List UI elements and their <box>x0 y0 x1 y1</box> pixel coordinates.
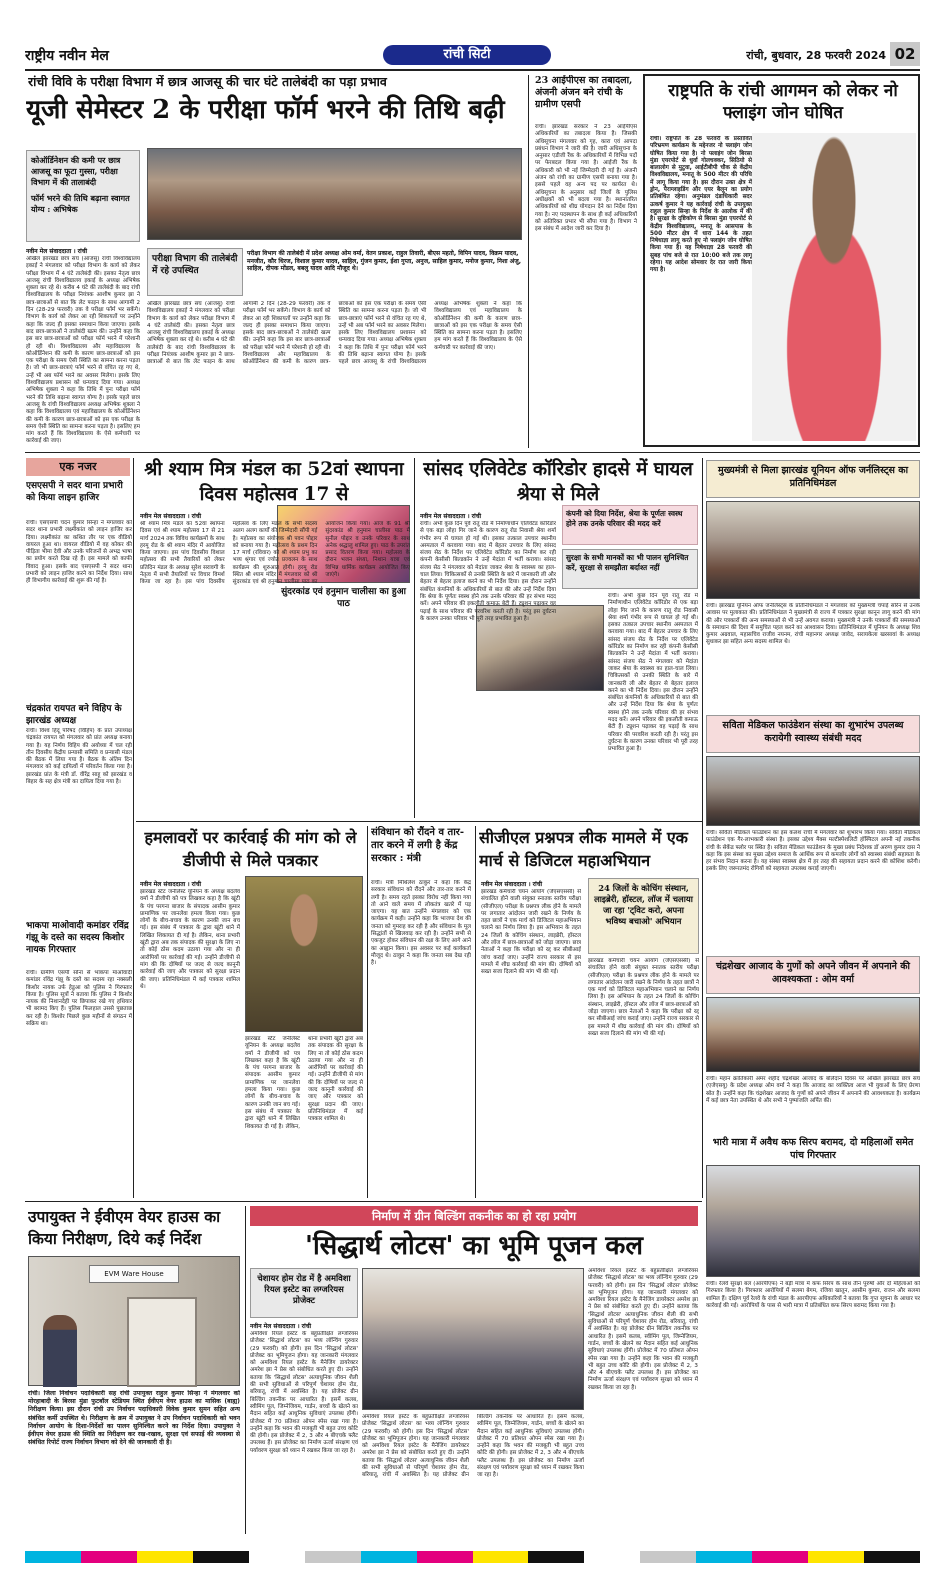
union-body: रांची। झारखंड यूनियन ऑफ जर्नलिस्ट्स के प्रतिनिधिमंडल ने मंगलवार को मुख्यमंत्री चंपाई सोरेन से उनके आवास पर मुलाकात की। प्रतिनिधिमंडल ने मुख्यमंत्री से राज्य में पत्रकार सुरक्षा कानून लागू करने की मांग की और पत्रकारों की अन्य समस्याओं से भी उन्हें अवगत कराया। मुख्यमंत्री ने उनके पत्रकारों की समस्याओं के समाधान की दिशा में समुचित पहल करने का आश्वासन दिया। प्रतिनिधिमंडल में यूनियन के अध्यक्ष शिव कुमार अग्रवाल, महासचिव राजीव नयनम, रांची महानगर अध्यक्ष जावेद, सरायकेला खरसावां के अध्यक्ष सुधाकर झा सहित अन्य सदस्य शामिल थे। <box>706 603 920 646</box>
ek-nazar-item-3-body: रांची। ग्रामीण एसपी सोना से भाकपा माओवादी कमांडर रविंद्र गंझू के दस्ते का सदस्य रहा नक्सली किशोर नायक उर्फ हेडुआ को पुलिस ने गिरफ्तार किया है। पुलिस सूत्रों ने बताया कि पुलिस ने किशोर नायक की निशानदेही पर छिपाकर रखे गए हथियार भी बरामद किए हैं। पुलिस फिलहाल उससे पूछताछ कर रही है। किशोर पिछले कुछ महीनों से संगठन में सक्रिय था। <box>26 970 132 1028</box>
samvidhan-body: रांची। मंत्री मिथिलेश ठाकुर ने कहा कि केंद्र सरकार संविधान को रौंदने और तार-तार करने में लगी है। समय रहते इसका विरोध नहीं किया गया तो आने वाले समय में लोकतंत्र खतरे में पड़ जाएगा। यह बात उन्होंने मंगलवार को एक कार्यक्रम में कही। उन्होंने कहा कि भाजपा देश की जनता को गुमराह कर रही है और संविधान के मूल सिद्धांतों से खिलवाड़ कर रही है। उन्होंने सभी से एकजुट होकर संविधान की रक्षा के लिए आगे आने का आह्वान किया। इस अवसर पर कई कार्यकर्ता मौजूद थे। ठाकुर ने कहा कि जनता सब देख रही है। <box>371 880 471 967</box>
cgl-body-col1: झारखंड कर्मचारी चयन आयोग (जेएसएससी) से संचालित होने वाली संयुक्त स्नातक स्तरीय परीक्षा (सीजीएल) परीक्षा के प्रश्नपत्र लीक होने के मामले पर लगातार आंदोलन जारी रखने के निर्णय के तहत छात्रों ने एक मार्च को डिजिटल महाअभियान चलाने का निर्णय लिया है। इस अभियान के तहत 24 जिलों के कोचिंग संस्थान, लाइब्रेरी, हॉस्टल और लॉज में छात्र-छात्राओं को जोड़ा जाएगा। छात्र नेताओं ने कहा कि परीक्षा को रद्द कर सीबीआई जांच कराई जाए। उन्होंने राज्य सरकार से इस मामले में शीघ्र कार्रवाई की मांग की। दोषियों को सख्त सजा दिलाने की मांग भी की गई। <box>481 889 581 976</box>
section-label: रांची सिटी <box>383 45 551 65</box>
president-body: रांची। राष्ट्रपति के 28 फरवरी के प्रस्तावित परिभ्रमण कार्यक्रम के मद्देनजर नो फ्लाइंग जोन घोषित किया गया है। नो फ्लाइंग जोन बिरसा मुंडा एयरपोर्ट से धुर्वा गोलचक्कर, सिठियो से बालालोग से मुटुवा, आईटीबीपी चौक से केंद्रीय विश्वविद्यालय, मनातू के 500 मीटर की परिधि में लागू किया गया है। इस दौरान उक्त क्षेत्र में ड्रोन, पैराग्लाइडिंग और एयर बैलून का प्रयोग प्रतिबंधित रहेगा। अनुमंडल दंडाधिकारी सदर उत्कर्ष कुमार ने यह कार्रवाई रांची के उपायुक्त राहुल कुमार सिन्हा के निर्देश के आलोक में की है। सुरक्षा के दृष्टिकोण से बिरसा मुंडा एयरपोर्ट से केंद्रीय विश्वविद्यालय, मनातू के आसपास के 500 मीटर क्षेत्र में धारा 144 के तहत निषेधाज्ञा लागू करते हुए नो फ्लाइंग जोन घोषित किया गया है। यह निषेधाज्ञा 28 फरवरी की सुबह पांच बजे से रात 10:00 बजे तक लागू रहेगा। यह आदेश सोमवार देर रात जारी किया गया है। <box>650 136 752 274</box>
cgl-headline: सीजीएल प्रश्नपत्र लीक मामले में एक मार्च से डिजिटल महाअभियान <box>479 828 688 870</box>
ek-nazar-label: एक नजर <box>26 458 130 476</box>
chandrashekhar-photo <box>706 997 920 1072</box>
lead-photo-caption: परीक्षा विभाग की तालेबंदी में प्रदेश अध्यक्ष ओम वर्मा, वेतन प्रकाश, राहुल तिवारी, बीएस महतो, विपिन यादव, विक्रम यादव, मनजीत, कौर धिरज, विशाल कुमार यादव, साहिल, गुंजन कुमार, ईशा गुप्ता, अनुज, साहिल कुमार, मनोज कुमार, निशा अंजु, साहिल, दीपक मोंडल, बबलु यादव आदि मौजूद थे। <box>247 250 521 273</box>
ek-nazar-item-3-headline: भाकपा माओवादी कमांडर रविंद्र गंझू के दस्ते का सदस्य किशोर नायक गिरफ्तार <box>26 921 129 955</box>
masthead <box>25 42 920 68</box>
sansad-body-col1: रांची। अभी कुछ दिन पूर्व रातू रोड में निर्माणाधीन एलिवेटेड कॉरिडोर से एक बड़ा लोहा गिर जाने के कारण रातू रोड निवासी श्रेया शर्मा गंभीर रूप से घायल हो गई थी। इसका तत्काल उपचार स्थानीय अस्पताल में करवाया गया। बाद में बेहतर उपचार के लिए सांसद संजय सेठ के निर्देश पर एलिवेटेड कॉरिडोर का निर्माण कर रही कंपनी केसीसी बिल्डकॉन ने उन्हें मेदांता में भर्ती कराया। सांसद संजय सेठ ने मंगलवार को मेदांता जाकर श्रेया के स्वास्थ्य का हाल-चाल लिया। चिकित्सकों से उनकी स्थिति के बारे में जानकारी ली और बेहतर से बेहतर इलाज करने का भी निर्देश दिया। इस दौरान उन्होंने संबंधित कंपनियों के अधिकारियों से बात की और उन्हें निर्देश दिया कि श्रेया के पूर्णतः स्वस्थ होने तक उनके परिवार की हर संभव मदद करें। अपने परिवार की इकलौती कमाऊ बेटी हैं। ट्यूशन पढ़ाकर वह पढ़ाई के साथ परिवार की परवरिश करती रही है। परंतु इस दुर्घटना के कारण उनका परिवार भी पूरी तरह प्रभावित हुआ है। <box>420 521 556 622</box>
lead-body-col1: अखिल झारखंड छात्र संघ (आजसू) रांची विश्वविद्यालय इकाई ने मंगलवार को परीक्षा विभाग के कार्य को लेकर परीक्षा विभाग में 4 घंटे तालेबंदी की। इसका नेतृत्व छात्र आजसू रांची विश्वविद्यालय इकाई के अध्यक्ष अभिषेक शुक्ला कर रहे थे। करीब 4 घंटे की तालेबंदी के बाद रांची विश्वविद्यालय के परीक्षा नियंत्रक आशीष कुमार झा ने छात्र-छात्राओं से बात कि लेट फाइन के साथ आगामी 2 दिन (28-29 फरवरी) तक वे परीक्षा फॉर्म भर सकेंगे। विभाग के कार्य को लेकर आ रही शिकायतों पर उन्होंने कहा कि जल्द ही इसका समाधान किया जाएगा। इसके बाद छात्र-छात्राओं ने तालेबंदी खत्म की। उन्होंने कहा कि इस बार छात्र-छात्राओं को परीक्षा फॉर्म भरने में परेशानी हो रही थी। विश्वविद्यालय और महाविद्यालय के कोऑर्डिनेशन की कमी के कारण छात्र-छात्राओं को इस एक परीक्षा के समय ऐसी स्थिति का सामना करना पड़ता है। जो भी छात्र-छात्राएं फॉर्म भरने से वंचित रह गए थे, उन्हें भी अब फॉर्म भरने का अवसर मिलेगा। इसके लिए विश्वविद्यालय प्रशासन को धन्यवाद दिया गया। अध्यक्ष अभिषेक शुक्ला ने कहा कि तिथि में पुनः परीक्षा फॉर्म भरने की तिथि बढ़ाना स्वागत योग्य है। इसके पहले छात्र आजसू के रांची विश्वविद्यालय अध्यक्ष अभिषेक शुक्ला ने कहा कि विश्वविद्यालय एवं महाविद्यालय के कोऑर्डिनेशन की कमी के कारण छात्र-छात्राओं को इस एक परीक्षा के समय ऐसी स्थिति का सामना करना पड़ता है। इसलिए हम मांग करते हैं कि विश्वविद्यालय के ऐसे कर्मचारी पर कार्रवाई की जाए। <box>26 256 140 445</box>
samvidhan-headline: संविधान को रौंदने व तार-तार करने में लगी है केंद्र सरकार : मंत्री <box>371 827 465 864</box>
evm-photo-person <box>43 1315 77 1387</box>
shyam-byline: नवीन मेल संवाददाता । रांची <box>140 513 202 520</box>
lotus-kicker: निर्माण में ग्रीन बिल्डिंग तकनीक का हो रहा प्रयोग <box>250 1206 698 1226</box>
evm-photo <box>28 1256 240 1386</box>
ek-nazar-item-2-body: रांची। विश्व हिंदू परिषद (विहिप) के प्रांत उपाध्यक्ष चंद्रकांत रायपत को मंगलवार को प्रांत अध्यक्ष बनाया गया है। यह निर्णय विहिप की अयोध्या में चल रही तीन दिवसीय केंद्रीय प्रन्यासी समिति व प्रन्यासी मंडल की बैठक में लिया गया है। बैठक के अंतिम दिन मंगलवार को कई दायित्वों में परिवर्तन किया गया है। झारखंड प्रांत के मंत्री डॉ. वीरेंद्र साहू को झारखंड व बिहार के सह क्षेत्र मंत्री का दायित्व दिया गया है। <box>26 728 132 786</box>
shyam-body: श्री श्याम मित्र मंडल का 52वां स्थापना दिवस एवं श्री श्याम महोत्सव 17 से 21 मार्च 2024 तक विविध कार्यक्रमों के साथ हरमू रोड के श्री श्याम मंदिर में आयोजित किया जाएगा। इस पांच दिवसीय विशाल महोत्सव की सभी तैयारियों को लेकर प्रतिदिन मंडल के अध्यक्ष सुरेश सरावगी के नेतृत्व में सभी तैयारियों पर विचार विमर्श किया जा रहा है। इस पांच दिवसीय महोत्सव के लिए मंडल के सभी सदस्य अलग अलग कार्यों की जिम्मेदारी सौंपी गई है। महोत्सव का संयोजक श्री पवन पोद्दार को बनाया गया है। महोत्सव के प्रथम दिन 17 मार्च (रविवार) को श्री श्याम प्रभु का भव्य श्रृंगार एवं ज्योत प्रज्वलन के साथ कार्यक्रम की शुरुआत होगी। हरमू रोड स्थित श्री श्याम मंदिर में मंगलवार को श्री सुंदरकांड एवं श्री हनुमान चालीसा पाठ का आयोजन किया गया। आज के 91 श्री सुंदरकांड श्री हनुमान चालीसा पाठ में सुनील पोद्दार व उनके परिवार के साथ अनेक श्रद्धालु शामिल हुए। पाठ के उपरांत प्रसाद वितरण किया गया। महोत्सव के दौरान भजन संध्या, निशान यात्रा एवं विभिन्न धार्मिक कार्यक्रम आयोजित किए जाएंगे। <box>140 521 410 586</box>
lotus-body-col4: अमविशा रियल इस्टेट के बहुप्रतीक्षित लग्जरियस प्रोजेक्ट 'सिद्धार्थ लोटस' का भव्य लॉन्चिंग गुरुवार (29 फरवरी) को होगी। इस दिन 'सिद्धार्थ लोटस' प्रोजेक्ट का भूमिपूजन होगा। यह जानकारी मंगलवार को अमविशा रियल इस्टेट के मैनेजिंग डायरेक्टर अमरेश झा ने प्रेस को संबोधित करते हुए दी। उन्होंने बताया कि 'सिद्धार्थ लोटस' अत्याधुनिक जीवन शैली की सभी सुविधाओं से परिपूर्ण चेशायर होम रोड, बरियातू, रांची में अवस्थित है। यह प्रोजेक्ट ग्रीन बिल्डिंग तकनीक पर आधारित है। इसमें कलब, स्वीमिंग पूल, जिम्नेजियम, गार्डन, बच्चों के खेलने का मैदान सहित कई आधुनिक सुविधाएं उपलब्ध होंगी। प्रोजेक्ट में 70 प्रतिशत ओपन स्पेस रखा गया है। उन्होंने कहा कि भवन की मजबूती भी बहुत उच्च कोटि की होगी। इस प्रोजेक्ट में 2, 3 और 4 बीएचके फ्लैट उपलब्ध हैं। इस प्रोजेक्ट का निर्माण ऊर्जा संरक्षण एवं पर्यावरण सुरक्षा को ध्यान में रखकर किया जा रहा है। <box>588 1268 698 1391</box>
lotus-headline: 'सिद्धार्थ लोटस' का भूमि पूजन कल <box>304 1231 643 1261</box>
chandrashekhar-header: चंद्रशेखर आजाद के गुणों को अपने जीवन में अपनाने की आवश्यकता : ओम वर्मा <box>706 956 920 994</box>
page-number: 02 <box>890 42 920 66</box>
ips-body: रांची। झारखंड सरकार ने 23 आईपीएस अधिकारियों का तबादला किया है। जिसकी अधिसूचना मंगलवार को गृह, कारा एवं आपदा प्रबंधन विभाग ने जारी की है। जारी अधिसूचना के अनुसार एडीजी रैंक के अधिकारियों में विभिन्न पदों पर फेरबदल किया गया है। आईजी रैंक के अधिकारी को भी नई जिम्मेदारी दी गई है। अंजनी अंजन को रांची का ग्रामीण एसपी बनाया गया है। इससे पहले वह अन्य पद पर कार्यरत थे। अधिसूचना के अनुसार कई जिलों के पुलिस अधीक्षकों को भी बदला गया है। स्थानांतरित अधिकारियों को शीघ्र योगदान देने का निर्देश दिया गया है। नए पदस्थापन के साथ ही कई अधिकारियों को अतिरिक्त प्रभार भी सौंपा गया है। विभाग ने इस संबंध में आदेश जारी कर दिया है। <box>535 124 637 233</box>
sansad-byline: नवीन मेल संवाददाता । रांची <box>420 513 482 520</box>
lotus-body-cols: अमविशा रियल इस्टेट के बहुप्रतीक्षित लग्जरियस प्रोजेक्ट 'सिद्धार्थ लोटस' का भव्य लॉन्चिंग गुरुवार (29 फरवरी) को होगी। इस दिन 'सिद्धार्थ लोटस' प्रोजेक्ट का भूमिपूजन होगा। यह जानकारी मंगलवार को अमविशा रियल इस्टेट के मैनेजिंग डायरेक्टर अमरेश झा ने प्रेस को संबोधित करते हुए दी। उन्होंने बताया कि 'सिद्धार्थ लोटस' अत्याधुनिक जीवन शैली की सभी सुविधाओं से परिपूर्ण चेशायर होम रोड, बरियातू, रांची में अवस्थित है। यह प्रोजेक्ट ग्रीन बिल्डिंग तकनीक पर आधारित है। इसमें कलब, स्वीमिंग पूल, जिम्नेजियम, गार्डन, बच्चों के खेलने का मैदान सहित कई आधुनिक सुविधाएं उपलब्ध होंगी। प्रोजेक्ट में 70 प्रतिशत ओपन स्पेस रखा गया है। उन्होंने कहा कि भवन की मजबूती भी बहुत उच्च कोटि की होगी। इस प्रोजेक्ट में 2, 3 और 4 बीएचके फ्लैट उपलब्ध हैं। इस प्रोजेक्ट का निर्माण ऊर्जा संरक्षण एवं पर्यावरण सुरक्षा को ध्यान में रखकर किया जा रहा है। <box>362 1414 584 1479</box>
hamla-byline: नवीन मेल संवाददाता । रांची <box>140 881 202 888</box>
evm-body: रांची। जिला निर्वाचन पदाधिकारी सह रांची उपायुक्त राहुल कुमार सिन्हा ने मंगलवार को मोरहाबादी के बिरसा मुंडा फुटबॉल स्टेडियम स्थित ईवीएम वेयर हाउस का मासिक (बाह्य) निरीक्षण किया। इस दौरान रांची उप निर्वाचन पदाधिकारी विवेक कुमार सुमन सहित अन्य संबंधित कर्मी उपस्थित थे। निरीक्षण के क्रम में उपायुक्त ने उप निर्वाचन पदाधिकारी को भवन निर्वाचन आयोग के दिशा-निर्देशों का पालन सुनिश्चित करने का निर्देश दिया। उपायुक्त ने ईवीएम वेयर हाउस की स्थिति का निरीक्षण कर रख-रखाव, सुरक्षा एवं सफाई की व्यवस्था से संबंधित रिपोर्ट राज्य निर्वाचन विभाग को देने की जानकारी दी है। <box>28 1390 240 1447</box>
cgl-byline: नवीन मेल संवाददाता । रांची <box>481 881 543 888</box>
hamla-body-col1: झारखंड स्टेट जर्नलिस्ट यूनियन के अध्यक्ष बदलेव वर्मा ने डीजीपी को पत्र लिखकर कहा है कि खूंटी के पंच परगना बाजार के संपादक आसीम कुमार प्रामाणिक पर जानलेवा हमला किया गया। कुछ लोगों के बीच-बचाव के कारण उनकी जान बच गई। इस संबंध में पत्रकार के द्वारा खूंटी थाने में लिखित शिकायत दी गई है। लेकिन, थाना प्रभारी खूंटी द्वारा अब तक संपादक की सुरक्षा के लिए ना तो कोई ठोस कदम उठाया गया और ना ही आरोपियों पर कार्रवाई की गई। उन्होंने डीजीपी से मांग की कि दोषियों पर जल्द से जल्द कानूनी कार्रवाई की जाए और पत्रकार को सुरक्षा प्रदान की जाए। प्रतिनिधिमंडल में कई पत्रकार शामिल थे। <box>140 889 240 990</box>
evm-headline: उपायुक्त ने ईवीएम वेयर हाउस का किया निरीक्षण, दिये कई निर्देश <box>28 1207 221 1248</box>
cgl-body-col2: झारखंड कर्मचारी चयन आयोग (जेएसएससी) से संचालित होने वाली संयुक्त स्नातक स्तरीय परीक्षा (सीजीएल) परीक्षा के प्रश्नपत्र लीक होने के मामले पर लगातार आंदोलन जारी रखने के निर्णय के तहत छात्रों ने एक मार्च को डिजिटल महाअभियान चलाने का निर्णय लिया है। इस अभियान के तहत 24 जिलों के कोचिंग संस्थान, लाइब्रेरी, हॉस्टल और लॉज में छात्र-छात्राओं को जोड़ा जाएगा। छात्र नेताओं ने कहा कि परीक्षा को रद्द कर सीबीआई जांच कराई जाए। उन्होंने राज्य सरकार से इस मामले में शीघ्र कार्रवाई की मांग की। दोषियों को सख्त सजा दिलाने की मांग भी की गई। <box>588 958 699 1037</box>
savita-photo <box>706 756 920 826</box>
lead-body: अखिल झारखंड छात्र संघ (आजसू) रांची विश्वविद्यालय इकाई ने मंगलवार को परीक्षा विभाग के कार्य को लेकर परीक्षा विभाग में 4 घंटे तालेबंदी की। इसका नेतृत्व छात्र आजसू रांची विश्वविद्यालय इकाई के अध्यक्ष अभिषेक शुक्ला कर रहे थे। करीब 4 घंटे की तालेबंदी के बाद रांची विश्वविद्यालय के परीक्षा नियंत्रक आशीष कुमार झा ने छात्र-छात्राओं से बात कि लेट फाइन के साथ आगामी 2 दिन (28-29 फरवरी) तक वे परीक्षा फॉर्म भर सकेंगे। विभाग के कार्य को लेकर आ रही शिकायतों पर उन्होंने कहा कि जल्द ही इसका समाधान किया जाएगा। इसके बाद छात्र-छात्राओं ने तालेबंदी खत्म की। उन्होंने कहा कि इस बार छात्र-छात्राओं को परीक्षा फॉर्म भरने में परेशानी हो रही थी। विश्वविद्यालय और महाविद्यालय के कोऑर्डिनेशन की कमी के कारण छात्र-छात्राओं को इस एक परीक्षा के समय ऐसी स्थिति का सामना करना पड़ता है। जो भी छात्र-छात्राएं फॉर्म भरने से वंचित रह गए थे, उन्हें भी अब फॉर्म भरने का अवसर मिलेगा। इसके लिए विश्वविद्यालय प्रशासन को धन्यवाद दिया गया। अध्यक्ष अभिषेक शुक्ला ने कहा कि तिथि में पुनः परीक्षा फॉर्म भरने की तिथि बढ़ाना स्वागत योग्य है। इसके पहले छात्र आजसू के रांची विश्वविद्यालय अध्यक्ष अभिषेक शुक्ला ने कहा कि विश्वविद्यालय एवं महाविद्यालय के कोऑर्डिनेशन की कमी के कारण छात्र-छात्राओं को इस एक परीक्षा के समय ऐसी स्थिति का सामना करना पड़ता है। इसलिए हम मांग करते हैं कि विश्वविद्यालय के ऐसे कर्मचारी पर कार्रवाई की जाए। <box>147 301 522 366</box>
sansad-box-1: कंपनी को दिया निर्देश, श्रेया के पूर्णतः स्वस्थ होने तक उनके परिवार की मदद करें <box>562 505 698 545</box>
paper-name: राष्ट्रीय नवीन मेल <box>25 48 109 64</box>
savita-body: रांची। सविता मेडिकल फाउंडेशन का इस कलश रांची में मंगलवार को शुभारंभ किया गया। सविता मेडिकल फाउंडेशन एक गैर-लाभकारी संस्था है। इसका उद्देश्य मैक्स मल्टीस्पेशलिटी हॉस्पिटल अपनी नई तकनीक रांची के सेकेंड फ्लोर पर स्थित है। सविता मेडिकल फाउंडेशन के मुख्य प्रबंध निदेशक डॉ अरुण कुमार दास ने कहा कि इस संस्था का मुख्य उद्देश्य समाज के आर्थिक रूप से कमजोर लोगों को स्वास्थ्य संबंधी सहायता के हर संभव निदान करना है। यह संस्था स्वास्थ्य क्षेत्र में हर तरह की सहायता प्रदान करने की कोशिश करेगी। इसके लिए जरूरतमंद रोगियों को सहायता उपलब्ध कराई जाएगी। <box>706 830 920 873</box>
bhari-headline: भारी मात्रा में अवैध कफ सिरप बरामद, दो महिलाओं समेत पांच गिरफ्तार <box>712 1137 914 1161</box>
lotus-photo <box>362 1268 584 1410</box>
lotus-box: चेशायर होम रोड में है अमविशा रियल इस्टेट का लग्जरियस प्रोजेक्ट <box>250 1268 358 1318</box>
union-photo <box>706 501 920 599</box>
sansad-headline: सांसद एलिवेटेड कॉरिडोर हादसे में घायल श्रेया से मिले <box>423 459 693 505</box>
hamla-photo <box>245 876 363 1032</box>
sansad-box-2: सुरक्षा के सभी मानकों का भी पालन सुनिश्चित करें, सुरक्षा से समझौता बर्दाश्त नहीं <box>562 549 698 589</box>
hamla-body: झारखंड स्टेट जर्नलिस्ट यूनियन के अध्यक्ष बदलेव वर्मा ने डीजीपी को पत्र लिखकर कहा है कि खूंटी के पंच परगना बाजार के संपादक आसीम कुमार प्रामाणिक पर जानलेवा हमला किया गया। कुछ लोगों के बीच-बचाव के कारण उनकी जान बच गई। इस संबंध में पत्रकार के द्वारा खूंटी थाने में लिखित शिकायत दी गई है। लेकिन, थाना प्रभारी खूंटी द्वारा अब तक संपादक की सुरक्षा के लिए ना तो कोई ठोस कदम उठाया गया और ना ही आरोपियों पर कार्रवाई की गई। उन्होंने डीजीपी से मांग की कि दोषियों पर जल्द से जल्द कानूनी कार्रवाई की जाए और पत्रकार को सुरक्षा प्रदान की जाए। प्रतिनिधिमंडल में कई पत्रकार शामिल थे। <box>245 1036 363 1130</box>
president-photo <box>752 133 916 441</box>
ek-nazar-item-1-body: रांची। एसएसपी चंदन कुमार सिन्हा ने मंगलवार को सदर थाना प्रभारी लक्ष्मीकांत को लाइन हाजिर कर दिया। लक्ष्मीकांत का कथित तौर पर एक वीडियो वायरल हुआ था। वायरल वीडियो में वह कोकर की पीड़िता भीमा देवी और उनके परिजनों से अभद्र भाषा का प्रयोग करते दिख रहे हैं। इस मामले को काफी विवाद हुआ। इसके बाद एसएसपी ने सदर थाना प्रभारी को लाइन हाजिर करने का निर्देश दिया। साथ ही विभागीय कार्रवाई की शुरू की गई है। <box>26 520 132 585</box>
ek-nazar-item-1-headline: एसएसपी ने सदर थाना प्रभारी को किया लाइन हाजिर <box>26 481 123 503</box>
shyam-headline: श्री श्याम मित्र मंडल का 52वां स्थापना दिवस महोत्सव 17 से <box>144 459 404 505</box>
dateline: रांची, बुधवार, 28 फरवरी 2024 <box>746 49 886 62</box>
lead-headline: यूजी सेमेस्टर 2 के परीक्षा फॉर्म भरने की तिथि बढ़ी <box>26 95 505 125</box>
bhari-photo <box>706 1165 920 1277</box>
hamla-headline: हमलावरों पर कार्रवाई की मांग को ले डीजीपी से मिले पत्रकार <box>144 828 357 870</box>
lotus-byline: नवीन मेल संवाददाता । रांची <box>250 1323 312 1330</box>
ips-headline: 23 आईपीएस का तबादला, अंजनी अंजन बने रांची के ग्रामीण एसपी <box>535 75 633 110</box>
bhari-body: रांची। रेलवे सुरक्षा बल (आरपीएफ) ने बड़ी मात्रा में कफ सिरप के साथ तीन पुरुषों और दो महिलाओं को गिरफ्तार किया है। गिरफ्तार आरोपियों में सलमा बेगम, रजिया खातून, आसीम कुमार, राजन और सलमा शामिल हैं। दक्षिण पूर्व रेलवे के रांची मंडल के आरपीएफ अधिकारियों ने बताया कि गुप्त सूचना के आधार पर कार्रवाई की गई। आरोपियों के पास से भारी मात्रा में प्रतिबंधित कफ सिरप बरामद किया गया है। <box>706 1281 920 1309</box>
ek-nazar-item-2-headline: चंद्रकांत रायपत बने विहिप के झारखंड अध्यक्ष <box>26 704 122 726</box>
lead-kicker: रांची विवि के परीक्षा विभाग में छात्र आजसू की चार घंटे तालेबंदी का पड़ा प्रभाव <box>28 75 387 89</box>
evm-photo-door <box>127 1297 197 1387</box>
union-header: मुख्यमंत्री से मिला झारखंड यूनियन ऑफ जर्नलिस्ट्स का प्रतिनिधिमंडल <box>706 460 920 498</box>
lead-highlight-text: कोऑर्डिनेशन की कमी पर छात्र आजसू का फूटा गुस्सा, परीक्षा विभाग में की तालाबंदी <box>31 155 121 187</box>
lead-photo <box>147 148 522 240</box>
lead-highlight-text-2: फॉर्म भरने की तिथि बढ़ाना स्वागत योग्य : अभिषेक <box>31 193 130 214</box>
lotus-body-col1: अमविशा रियल इस्टेट के बहुप्रतीक्षित लग्जरियस प्रोजेक्ट 'सिद्धार्थ लोटस' का भव्य लॉन्चिंग गुरुवार (29 फरवरी) को होगी। इस दिन 'सिद्धार्थ लोटस' प्रोजेक्ट का भूमिपूजन होगा। यह जानकारी मंगलवार को अमविशा रियल इस्टेट के मैनेजिंग डायरेक्टर अमरेश झा ने प्रेस को संबोधित करते हुए दी। उन्होंने बताया कि 'सिद्धार्थ लोटस' अत्याधुनिक जीवन शैली की सभी सुविधाओं से परिपूर्ण चेशायर होम रोड, बरियातू, रांची में अवस्थित है। यह प्रोजेक्ट ग्रीन बिल्डिंग तकनीक पर आधारित है। इसमें कलब, स्वीमिंग पूल, जिम्नेजियम, गार्डन, बच्चों के खेलने का मैदान सहित कई आधुनिक सुविधाएं उपलब्ध होंगी। प्रोजेक्ट में 70 प्रतिशत ओपन स्पेस रखा गया है। उन्होंने कहा कि भवन की मजबूती भी बहुत उच्च कोटि की होगी। इस प्रोजेक्ट में 2, 3 और 4 बीएचके फ्लैट उपलब्ध हैं। इस प्रोजेक्ट का निर्माण ऊर्जा संरक्षण एवं पर्यावरण सुरक्षा को ध्यान में रखकर किया जा रहा है। <box>250 1331 358 1454</box>
shyam-sub-caption: सुंदरकांड एवं हनुमान चालीसा का हुआ पाठ <box>281 587 406 609</box>
lead-byline: नवीन मेल संवाददाता । रांची <box>26 248 88 255</box>
masthead-rule <box>25 69 920 71</box>
lead-highlight-box <box>26 150 140 242</box>
savita-header: सविता मेडिकल फाउंडेशन संस्था का शुभारंभ उपलब्ध करायेगी स्वास्थ्य संबंधी मदद <box>706 715 920 753</box>
color-registration-strip <box>25 1551 920 1563</box>
chandrashekhar-body: रांची। महान क्रांतिकारी अमर शहीद चंद्रशेखर आजाद के बलिदान दिवस पर अखिल झारखंड छात्र संघ (एजेएसयू) के प्रदेश अध्यक्ष ओम वर्मा ने कहा कि आजाद का व्यक्तित्व आज भी युवाओं के लिए प्रेरणा स्रोत है। उन्होंने कहा कि चंद्रशेखर आजाद के गुणों को अपने जीवन में अपनाने की आवश्यकता है। कार्यक्रम में कई छात्र नेता उपस्थित थे और सभी ने पुष्पांजलि अर्पित की। <box>706 1076 920 1104</box>
cgl-box: 24 जिलों के कोचिंग संस्थान, लाइब्रेरी, हॉस्टल, लॉज में चलाया जा रहा 'ट्विट करो, अपना भविष्य बचाओ' अभियान <box>588 878 699 954</box>
sansad-body-col2: रांची। अभी कुछ दिन पूर्व रातू रोड में निर्माणाधीन एलिवेटेड कॉरिडोर से एक बड़ा लोहा गिर जाने के कारण रातू रोड निवासी श्रेया शर्मा गंभीर रूप से घायल हो गई थी। इसका तत्काल उपचार स्थानीय अस्पताल में करवाया गया। बाद में बेहतर उपचार के लिए सांसद संजय सेठ के निर्देश पर एलिवेटेड कॉरिडोर का निर्माण कर रही कंपनी केसीसी बिल्डकॉन ने उन्हें मेदांता में भर्ती कराया। सांसद संजय सेठ ने मंगलवार को मेदांता जाकर श्रेया के स्वास्थ्य का हाल-चाल लिया। चिकित्सकों से उनकी स्थिति के बारे में जानकारी ली और बेहतर से बेहतर इलाज करने का भी निर्देश दिया। इस दौरान उन्होंने संबंधित कंपनियों के अधिकारियों से बात की और उन्हें निर्देश दिया कि श्रेया के पूर्णतः स्वस्थ होने तक उनके परिवार की हर संभव मदद करें। अपने परिवार की इकलौती कमाऊ बेटी हैं। ट्यूशन पढ़ाकर वह पढ़ाई के साथ परिवार की परवरिश करती रही है। परंतु इस दुर्घटना के कारण उनका परिवार भी पूरी तरह प्रभावित हुआ है। <box>608 593 698 753</box>
president-headline: राष्ट्रपति के रांची आगमन को लेकर नो फ्लाइंग जोन घोषित <box>668 81 898 123</box>
evm-sign: EVM Ware House <box>89 1265 179 1283</box>
lead-photo-tag: परीक्षा विभाग की तालेबंदी में रहे उपस्थित <box>147 248 243 296</box>
